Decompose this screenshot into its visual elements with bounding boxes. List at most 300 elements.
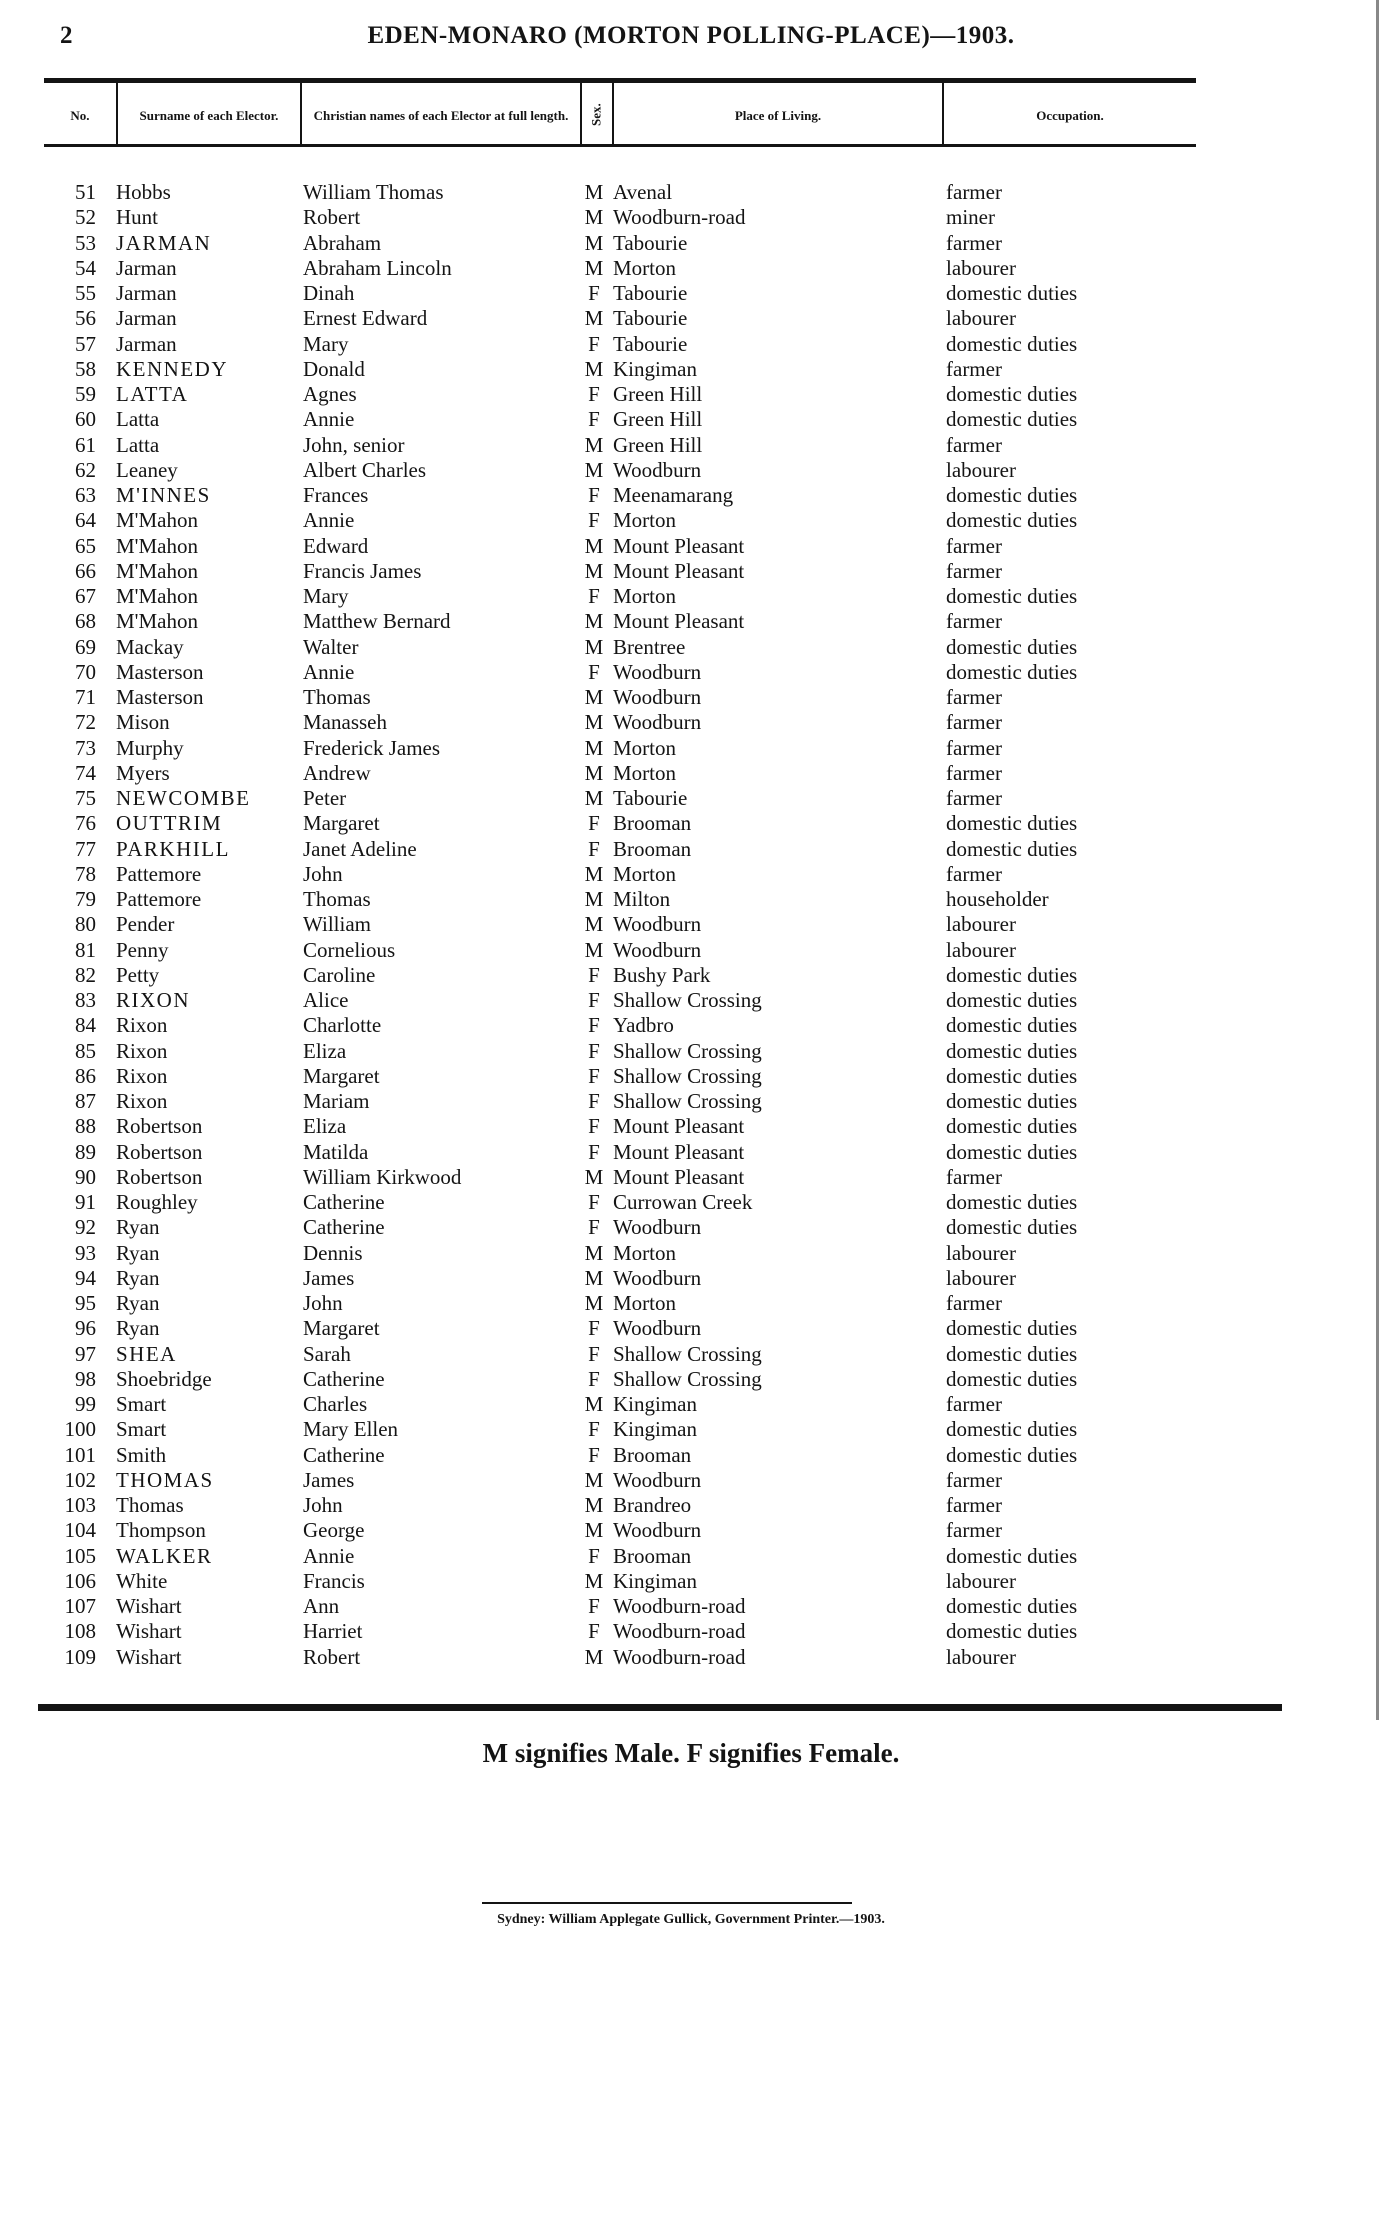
elector-number: 97: [75, 1342, 96, 1366]
elector-sex: M: [584, 433, 604, 457]
elector-occupation: labourer: [946, 1266, 1016, 1290]
elector-number: 67: [75, 584, 96, 608]
elector-occupation: farmer: [946, 534, 1002, 558]
table-row: [0, 559, 1382, 584]
elector-sex: M: [584, 357, 604, 381]
elector-christian-names: Sarah: [303, 1342, 351, 1366]
elector-number: 65: [75, 534, 96, 558]
elector-surname: Ryan: [116, 1241, 160, 1265]
table-row: [0, 1013, 1382, 1038]
elector-christian-names: Caroline: [303, 963, 376, 987]
elector-surname: Robertson: [116, 1140, 203, 1164]
elector-surname: Ryan: [116, 1316, 160, 1340]
elector-christian-names: Abraham Lincoln: [303, 256, 452, 280]
elector-place-of-living: Shallow Crossing: [613, 1039, 762, 1063]
elector-christian-names: Annie: [303, 660, 355, 684]
elector-sex: F: [588, 1089, 600, 1113]
elector-christian-names: Peter: [303, 786, 347, 810]
table-row: [0, 1367, 1382, 1392]
elector-surname: M'Mahon: [116, 508, 198, 532]
elector-surname: NEWCOMBE: [116, 786, 251, 810]
elector-occupation: domestic duties: [946, 483, 1078, 507]
table-row: [0, 1114, 1382, 1139]
elector-place-of-living: Mount Pleasant: [613, 1165, 745, 1189]
table-row: [0, 736, 1382, 761]
table-row: [0, 1468, 1382, 1493]
elector-number: 91: [75, 1190, 96, 1214]
table-row: [0, 407, 1382, 432]
elector-number: 70: [75, 660, 96, 684]
elector-sex: F: [588, 1039, 600, 1063]
table-row: [0, 685, 1382, 710]
elector-occupation: domestic duties: [946, 635, 1078, 659]
column-header-occupation: Occupation.: [1036, 107, 1104, 123]
elector-place-of-living: Morton: [613, 736, 676, 760]
elector-number: 105: [64, 1544, 96, 1568]
elector-place-of-living: Woodburn: [613, 1266, 702, 1290]
elector-christian-names: Mariam: [303, 1089, 370, 1113]
elector-number: 107: [64, 1594, 96, 1618]
column-header-no: No.: [70, 107, 90, 123]
elector-occupation: domestic duties: [946, 811, 1078, 835]
table-row: [0, 988, 1382, 1013]
elector-place-of-living: Green Hill: [613, 433, 703, 457]
elector-occupation: labourer: [946, 458, 1016, 482]
elector-occupation: farmer: [946, 1493, 1002, 1517]
elector-number: 102: [64, 1468, 96, 1492]
elector-place-of-living: Woodburn: [613, 938, 702, 962]
elector-occupation: domestic duties: [946, 1140, 1078, 1164]
elector-surname: M'Mahon: [116, 559, 198, 583]
top-rule: [44, 78, 1196, 83]
table-row: [0, 1316, 1382, 1341]
elector-christian-names: Dinah: [303, 281, 355, 305]
elector-number: 100: [64, 1417, 96, 1441]
elector-surname: M'Mahon: [116, 584, 198, 608]
elector-sex: F: [588, 407, 600, 431]
elector-sex: M: [584, 1493, 604, 1517]
elector-christian-names: John: [303, 1291, 343, 1315]
elector-sex: M: [584, 710, 604, 734]
elector-christian-names: Catherine: [303, 1190, 385, 1214]
table-row: [0, 180, 1382, 205]
elector-place-of-living: Woodburn: [613, 458, 702, 482]
elector-christian-names: Mary Ellen: [303, 1417, 399, 1441]
elector-occupation: domestic duties: [946, 382, 1078, 406]
table-row: [0, 281, 1382, 306]
elector-number: 85: [75, 1039, 96, 1063]
elector-number: 93: [75, 1241, 96, 1265]
table-row: [0, 231, 1382, 256]
elector-number: 96: [75, 1316, 96, 1340]
elector-place-of-living: Morton: [613, 862, 676, 886]
elector-occupation: labourer: [946, 938, 1016, 962]
elector-occupation: domestic duties: [946, 1089, 1078, 1113]
elector-number: 72: [75, 710, 96, 734]
elector-occupation: domestic duties: [946, 1215, 1078, 1239]
elector-occupation: farmer: [946, 736, 1002, 760]
elector-number: 61: [75, 433, 96, 457]
elector-sex: F: [588, 963, 600, 987]
elector-sex: F: [588, 332, 600, 356]
elector-sex: M: [584, 1165, 604, 1189]
elector-occupation: domestic duties: [946, 1190, 1078, 1214]
column-divider: [580, 83, 582, 144]
elector-surname: M'Mahon: [116, 609, 198, 633]
elector-number: 86: [75, 1064, 96, 1088]
elector-christian-names: George: [303, 1518, 365, 1542]
table-row: [0, 1064, 1382, 1089]
elector-number: 57: [75, 332, 96, 356]
elector-number: 63: [75, 483, 96, 507]
elector-number: 95: [75, 1291, 96, 1315]
elector-number: 54: [75, 256, 96, 280]
elector-christian-names: Walter: [303, 635, 359, 659]
elector-christian-names: Eliza: [303, 1114, 347, 1138]
elector-sex: M: [584, 736, 604, 760]
elector-surname: M'Mahon: [116, 534, 198, 558]
elector-sex: F: [588, 1114, 600, 1138]
elector-sex: F: [588, 508, 600, 532]
elector-occupation: farmer: [946, 1468, 1002, 1492]
elector-sex: F: [588, 1190, 600, 1214]
table-row: [0, 1039, 1382, 1064]
elector-surname: Latta: [116, 433, 160, 457]
elector-occupation: domestic duties: [946, 1039, 1078, 1063]
column-header-surname: Surname of each Elector.: [139, 107, 279, 123]
elector-place-of-living: Mount Pleasant: [613, 609, 745, 633]
elector-occupation: domestic duties: [946, 1544, 1078, 1568]
elector-surname: Leaney: [116, 458, 178, 482]
elector-place-of-living: Tabourie: [613, 306, 688, 330]
elector-christian-names: Alice: [303, 988, 349, 1012]
elector-place-of-living: Tabourie: [613, 231, 688, 255]
elector-occupation: labourer: [946, 1645, 1016, 1669]
elector-christian-names: Annie: [303, 508, 355, 532]
elector-place-of-living: Yadbro: [613, 1013, 674, 1037]
elector-christian-names: Matthew Bernard: [303, 609, 451, 633]
table-row: [0, 332, 1382, 357]
header-rule: [44, 144, 1196, 147]
page-number: 2: [60, 22, 73, 49]
elector-place-of-living: Kingiman: [613, 1417, 697, 1441]
elector-place-of-living: Mount Pleasant: [613, 1140, 745, 1164]
elector-number: 101: [64, 1443, 96, 1467]
elector-christian-names: Manasseh: [303, 710, 387, 734]
elector-christian-names: James: [303, 1468, 355, 1492]
elector-place-of-living: Morton: [613, 1291, 676, 1315]
elector-place-of-living: Meenamarang: [613, 483, 734, 507]
elector-number: 109: [64, 1645, 96, 1669]
elector-christian-names: Cornelious: [303, 938, 396, 962]
column-header-place: Place of Living.: [734, 107, 822, 123]
elector-number: 80: [75, 912, 96, 936]
elector-surname: Jarman: [116, 281, 177, 305]
elector-occupation: farmer: [946, 1291, 1002, 1315]
sex-legend: M signifies Male. F signifies Female.: [482, 1738, 900, 1768]
elector-sex: M: [584, 1518, 604, 1542]
elector-occupation: domestic duties: [946, 837, 1078, 861]
elector-number: 81: [75, 938, 96, 962]
table-row: [0, 306, 1382, 331]
elector-sex: M: [584, 534, 604, 558]
elector-occupation: householder: [946, 887, 1049, 911]
table-row: [0, 1165, 1382, 1190]
elector-place-of-living: Woodburn-road: [613, 1619, 746, 1643]
elector-surname: Rixon: [116, 1064, 168, 1088]
elector-surname: Ryan: [116, 1266, 160, 1290]
elector-occupation: farmer: [946, 559, 1002, 583]
elector-surname: Latta: [116, 407, 160, 431]
elector-christian-names: Eliza: [303, 1039, 347, 1063]
elector-christian-names: Ann: [303, 1594, 340, 1618]
elector-place-of-living: Avenal: [613, 180, 673, 204]
elector-sex: M: [584, 1291, 604, 1315]
elector-christian-names: William: [303, 912, 371, 936]
elector-number: 77: [75, 837, 96, 861]
elector-sex: F: [588, 1367, 600, 1391]
elector-occupation: farmer: [946, 180, 1002, 204]
elector-christian-names: Donald: [303, 357, 365, 381]
elector-christian-names: Andrew: [303, 761, 371, 785]
elector-place-of-living: Woodburn-road: [613, 205, 746, 229]
elector-christian-names: Mary: [303, 584, 349, 608]
elector-place-of-living: Shallow Crossing: [613, 1064, 762, 1088]
table-row: [0, 357, 1382, 382]
elector-place-of-living: Shallow Crossing: [613, 988, 762, 1012]
elector-sex: F: [588, 483, 600, 507]
elector-place-of-living: Brentree: [613, 635, 686, 659]
elector-occupation: domestic duties: [946, 1316, 1078, 1340]
elector-sex: M: [584, 559, 604, 583]
table-row: [0, 786, 1382, 811]
elector-number: 98: [75, 1367, 96, 1391]
elector-number: 71: [75, 685, 96, 709]
elector-sex: M: [584, 912, 604, 936]
table-row: [0, 761, 1382, 786]
elector-sex: M: [584, 231, 604, 255]
table-row: [0, 1266, 1382, 1291]
elector-christian-names: John: [303, 862, 343, 886]
printer-imprint: Sydney: William Applegate Gullick, Government Printer.—1903.: [497, 1912, 885, 1927]
elector-occupation: miner: [946, 205, 995, 229]
table-row: [0, 1241, 1382, 1266]
elector-number: 108: [64, 1619, 96, 1643]
elector-sex: M: [584, 635, 604, 659]
elector-place-of-living: Brooman: [613, 837, 692, 861]
elector-number: 69: [75, 635, 96, 659]
elector-number: 90: [75, 1165, 96, 1189]
elector-number: 84: [75, 1013, 96, 1037]
elector-number: 53: [75, 231, 96, 255]
elector-number: 87: [75, 1089, 96, 1113]
elector-sex: M: [584, 1241, 604, 1265]
elector-christian-names: Abraham: [303, 231, 382, 255]
elector-christian-names: Francis: [303, 1569, 365, 1593]
elector-place-of-living: Mount Pleasant: [613, 559, 745, 583]
table-row: [0, 534, 1382, 559]
elector-surname: Mison: [116, 710, 170, 734]
elector-christian-names: Annie: [303, 407, 355, 431]
column-header-christian-names: Christian names of each Elector at full length.: [313, 107, 569, 123]
elector-place-of-living: Morton: [613, 508, 676, 532]
table-row: [0, 912, 1382, 937]
elector-occupation: domestic duties: [946, 1342, 1078, 1366]
elector-christian-names: Thomas: [303, 887, 371, 911]
elector-surname: M'INNES: [116, 483, 211, 507]
table-row: [0, 1190, 1382, 1215]
elector-place-of-living: Woodburn-road: [613, 1645, 746, 1669]
elector-place-of-living: Kingiman: [613, 1392, 697, 1416]
elector-surname: Mackay: [116, 635, 184, 659]
elector-number: 55: [75, 281, 96, 305]
elector-number: 88: [75, 1114, 96, 1138]
elector-sex: F: [588, 1594, 600, 1618]
elector-place-of-living: Kingiman: [613, 357, 697, 381]
elector-surname: Wishart: [116, 1619, 182, 1643]
table-row: [0, 1493, 1382, 1518]
elector-place-of-living: Shallow Crossing: [613, 1367, 762, 1391]
elector-occupation: domestic duties: [946, 988, 1078, 1012]
elector-number: 52: [75, 205, 96, 229]
elector-surname: Rixon: [116, 1089, 168, 1113]
table-row: [0, 433, 1382, 458]
elector-surname: Wishart: [116, 1594, 182, 1618]
table-row: [0, 1443, 1382, 1468]
elector-surname: Hobbs: [116, 180, 171, 204]
elector-christian-names: Agnes: [303, 382, 357, 406]
elector-occupation: farmer: [946, 685, 1002, 709]
table-row: [0, 1645, 1382, 1670]
elector-sex: M: [584, 887, 604, 911]
elector-surname: Smart: [116, 1392, 167, 1416]
elector-number: 82: [75, 963, 96, 987]
elector-number: 79: [75, 887, 96, 911]
elector-sex: F: [588, 1140, 600, 1164]
table-row: [0, 1215, 1382, 1240]
elector-surname: Penny: [116, 938, 169, 962]
elector-surname: Hunt: [116, 205, 158, 229]
elector-sex: F: [588, 1215, 600, 1239]
elector-christian-names: Edward: [303, 534, 369, 558]
elector-number: 99: [75, 1392, 96, 1416]
elector-sex: F: [588, 988, 600, 1012]
elector-christian-names: Ernest Edward: [303, 306, 428, 330]
elector-christian-names: James: [303, 1266, 355, 1290]
elector-surname: Jarman: [116, 256, 177, 280]
elector-christian-names: Thomas: [303, 685, 371, 709]
elector-surname: OUTTRIM: [116, 811, 223, 835]
bottom-rule: [38, 1704, 1282, 1711]
elector-christian-names: Janet Adeline: [303, 837, 417, 861]
table-row: [0, 483, 1382, 508]
table-row: [0, 1342, 1382, 1367]
elector-place-of-living: Currowan Creek: [613, 1190, 753, 1214]
elector-christian-names: Robert: [303, 205, 361, 229]
elector-christian-names: Harriet: [303, 1619, 363, 1643]
elector-occupation: domestic duties: [946, 1594, 1078, 1618]
elector-number: 89: [75, 1140, 96, 1164]
elector-surname: Myers: [116, 761, 170, 785]
elector-number: 106: [64, 1569, 96, 1593]
elector-occupation: farmer: [946, 862, 1002, 886]
elector-place-of-living: Bushy Park: [613, 963, 711, 987]
elector-sex: M: [584, 609, 604, 633]
elector-number: 83: [75, 988, 96, 1012]
elector-surname: White: [116, 1569, 168, 1593]
elector-surname: Thompson: [116, 1518, 206, 1542]
elector-place-of-living: Woodburn: [613, 1316, 702, 1340]
elector-sex: F: [588, 1316, 600, 1340]
elector-christian-names: Catherine: [303, 1367, 385, 1391]
elector-occupation: farmer: [946, 786, 1002, 810]
elector-occupation: domestic duties: [946, 1443, 1078, 1467]
elector-surname: KENNEDY: [116, 357, 228, 381]
elector-place-of-living: Woodburn: [613, 912, 702, 936]
table-row: [0, 862, 1382, 887]
elector-surname: Wishart: [116, 1645, 182, 1669]
table-row: [0, 458, 1382, 483]
elector-place-of-living: Woodburn: [613, 1468, 702, 1492]
elector-occupation: domestic duties: [946, 963, 1078, 987]
elector-place-of-living: Tabourie: [613, 332, 688, 356]
elector-place-of-living: Tabourie: [613, 281, 688, 305]
elector-place-of-living: Green Hill: [613, 407, 703, 431]
elector-sex: M: [584, 1569, 604, 1593]
elector-sex: F: [588, 1342, 600, 1366]
elector-christian-names: John: [303, 1493, 343, 1517]
elector-sex: M: [584, 1266, 604, 1290]
elector-surname: Rixon: [116, 1013, 168, 1037]
elector-surname: LATTA: [116, 382, 189, 406]
elector-occupation: farmer: [946, 1392, 1002, 1416]
elector-occupation: farmer: [946, 1165, 1002, 1189]
elector-sex: M: [584, 862, 604, 886]
elector-number: 76: [75, 811, 96, 835]
elector-place-of-living: Mount Pleasant: [613, 1114, 745, 1138]
elector-sex: F: [588, 1443, 600, 1467]
elector-christian-names: William Kirkwood: [303, 1165, 462, 1189]
elector-place-of-living: Brooman: [613, 1544, 692, 1568]
elector-place-of-living: Green Hill: [613, 382, 703, 406]
table-row: [0, 256, 1382, 281]
elector-occupation: domestic duties: [946, 1367, 1078, 1391]
elector-place-of-living: Woodburn: [613, 1215, 702, 1239]
elector-surname: Masterson: [116, 660, 204, 684]
elector-christian-names: Catherine: [303, 1443, 385, 1467]
elector-surname: Pattemore: [116, 887, 202, 911]
elector-surname: Robertson: [116, 1165, 203, 1189]
elector-place-of-living: Kingiman: [613, 1569, 697, 1593]
elector-sex: F: [588, 1544, 600, 1568]
elector-sex: F: [588, 584, 600, 608]
table-row: [0, 1544, 1382, 1569]
elector-number: 68: [75, 609, 96, 633]
elector-christian-names: Robert: [303, 1645, 361, 1669]
elector-sex: M: [584, 685, 604, 709]
elector-christian-names: William Thomas: [303, 180, 444, 204]
table-row: [0, 837, 1382, 862]
elector-place-of-living: Woodburn: [613, 660, 702, 684]
elector-sex: M: [584, 1392, 604, 1416]
table-row: [0, 1089, 1382, 1114]
elector-surname: Smart: [116, 1417, 167, 1441]
elector-sex: F: [588, 1013, 600, 1037]
elector-sex: M: [584, 938, 604, 962]
elector-christian-names: Frederick James: [303, 736, 441, 760]
table-row: [0, 1417, 1382, 1442]
elector-number: 73: [75, 736, 96, 760]
